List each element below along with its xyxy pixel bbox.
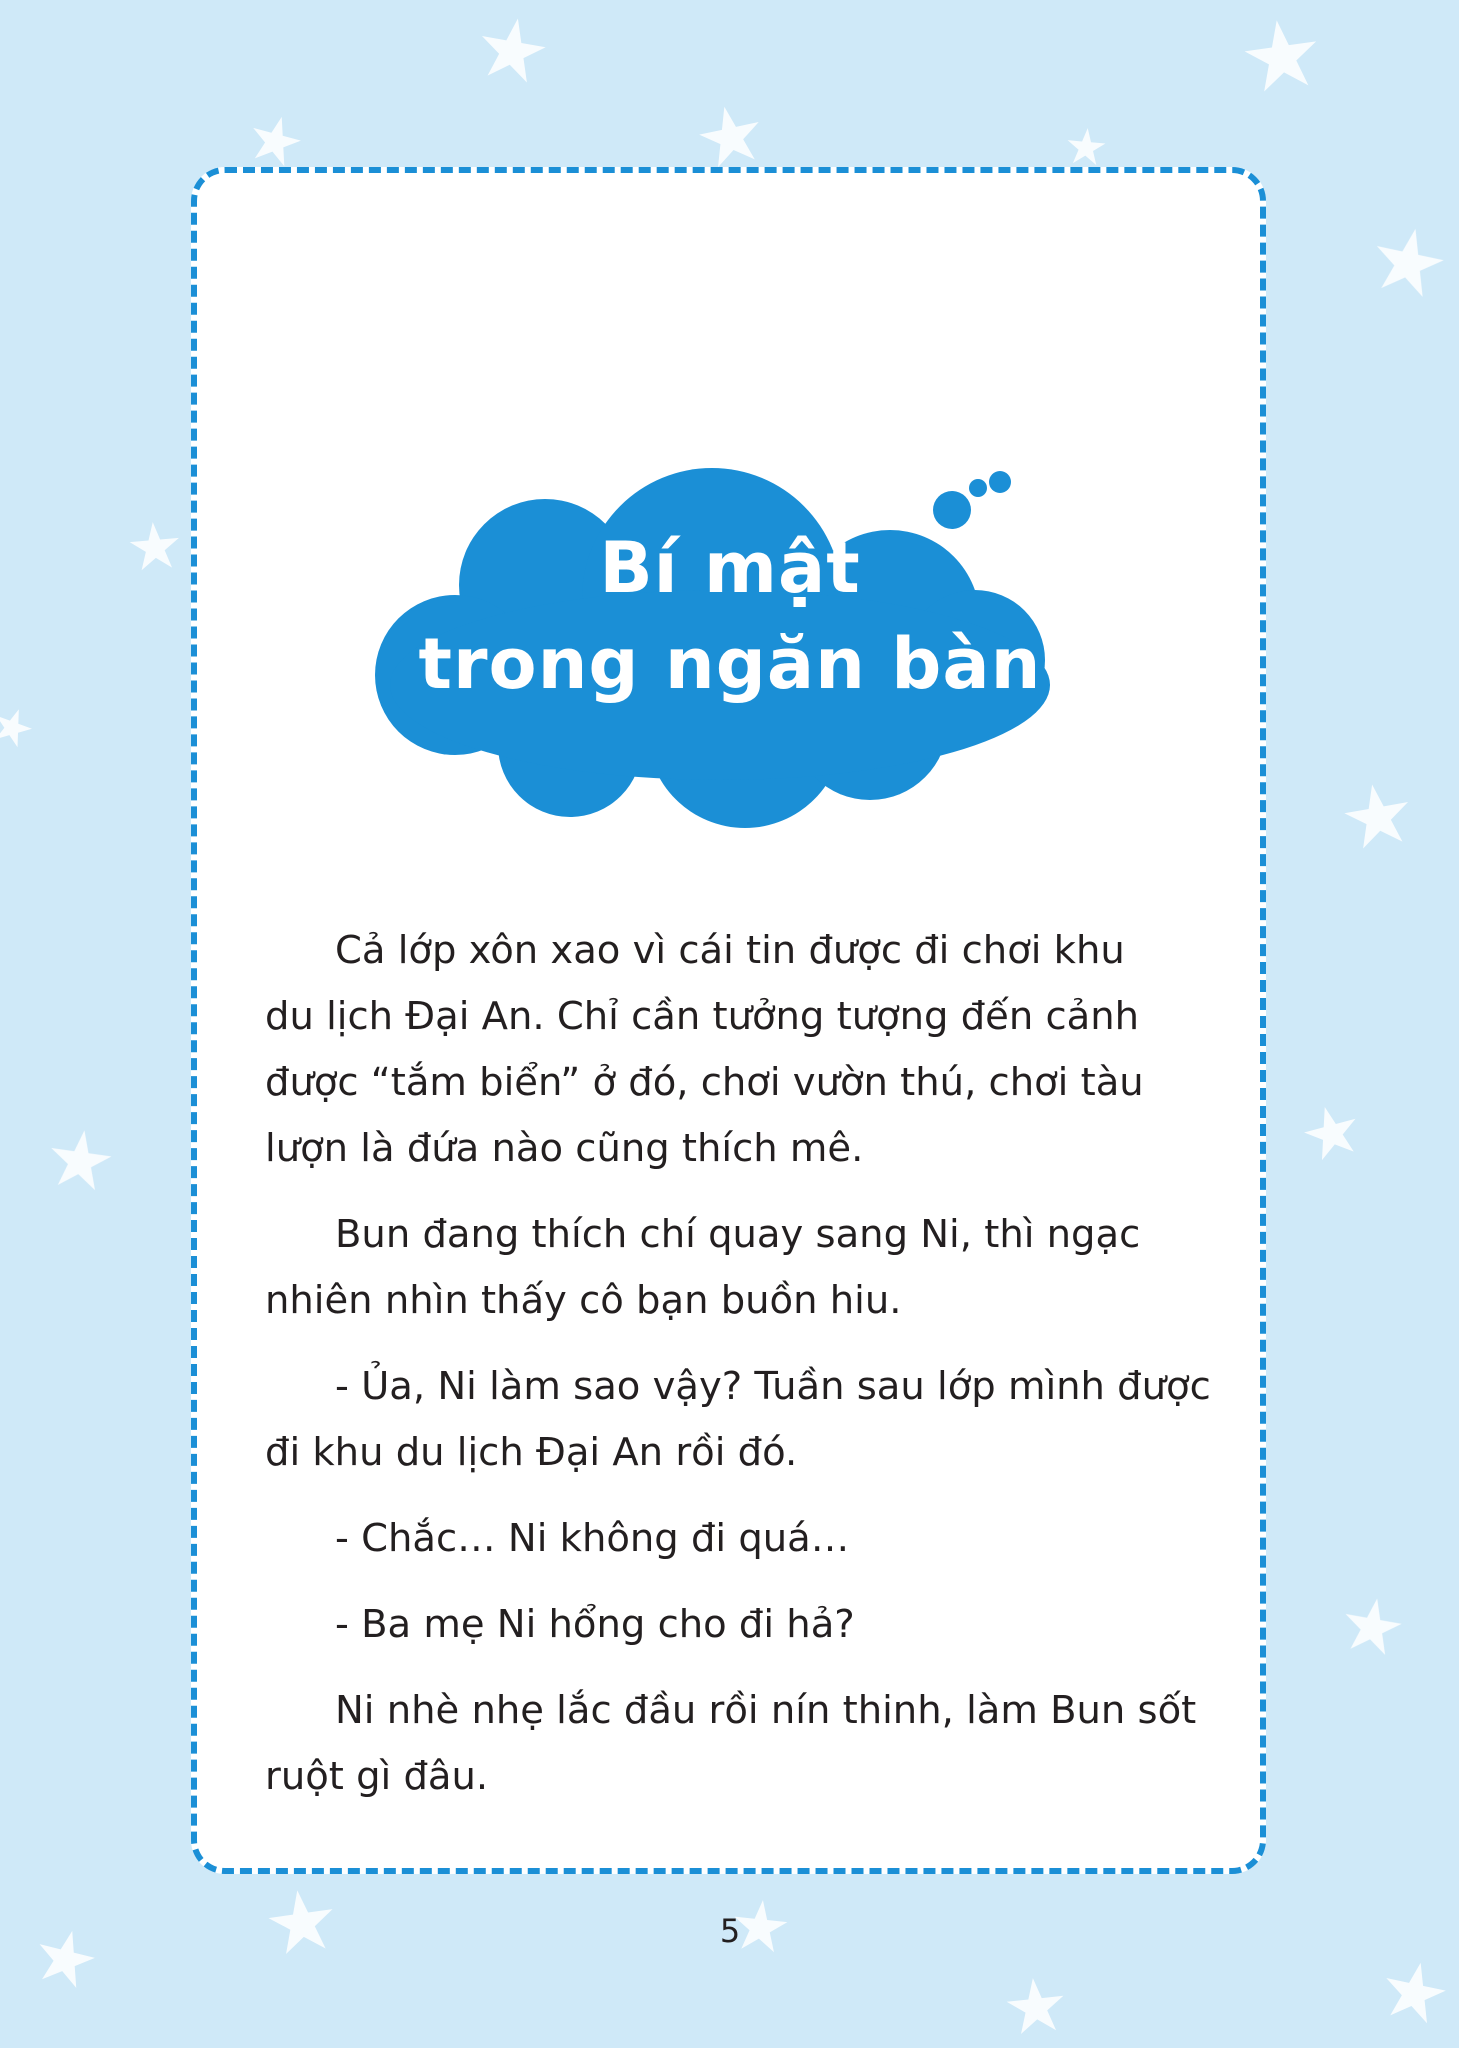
paragraph xyxy=(265,1506,1195,1572)
text-line: ruột gì đâu. xyxy=(265,1754,489,1799)
paragraph xyxy=(265,1354,1211,1486)
story-title xyxy=(365,520,1095,712)
text-line: - Ủa, Ni làm sao vậy? Tuần sau lớp mình được xyxy=(335,1364,1211,1409)
text-line: - Chắc… Ni không đi quá… xyxy=(335,1516,850,1561)
star-icon xyxy=(46,1126,114,1192)
paragraph xyxy=(265,1678,1195,1810)
text-line: đi khu du lịch Đại An rồi đó. xyxy=(265,1430,798,1475)
star-icon xyxy=(1241,15,1322,93)
title-line-2: trong ngăn bàn xyxy=(418,623,1042,705)
star-icon xyxy=(31,1924,99,1990)
star-icon xyxy=(1004,1975,1066,2035)
star-icon xyxy=(1340,1594,1406,1657)
star-icon xyxy=(246,110,306,168)
text-line: Bun đang thích chí quay sang Ni, thì ngạc xyxy=(335,1212,1141,1257)
star-icon xyxy=(1340,779,1414,851)
text-line: nhiên nhìn thấy cô bạn buồn hiu. xyxy=(265,1278,902,1323)
star-icon xyxy=(475,13,549,85)
star-icon xyxy=(128,520,181,571)
star-icon xyxy=(0,703,37,750)
page-number: 5 xyxy=(719,1912,741,1950)
paragraph xyxy=(265,1592,1195,1658)
text-line: du lịch Đại An. Chỉ cần tưởng tượng đến cảnh xyxy=(265,994,1140,1039)
text-line: Ni nhè nhẹ lắc đầu rồi nín thinh, làm Bun sốt xyxy=(335,1688,1197,1733)
star-icon xyxy=(1368,222,1449,300)
text-line: Cả lớp xôn xao vì cái tin được đi chơi khu xyxy=(335,928,1125,973)
paragraph xyxy=(265,918,1195,1182)
story-body xyxy=(265,918,1211,1830)
star-icon xyxy=(265,1886,338,1956)
paragraph xyxy=(265,1202,1195,1334)
text-line: lượn là đứa nào cũng thích mê. xyxy=(265,1126,864,1171)
text-line: được “tắm biển” ở đó, chơi vườn thú, chơi tàu xyxy=(265,1060,1144,1105)
text-line: - Ba mẹ Ni hổng cho đi hả? xyxy=(335,1602,855,1647)
title-line-1: Bí mật xyxy=(599,527,861,609)
star-icon xyxy=(1299,1100,1364,1163)
star-icon xyxy=(1379,1956,1451,2025)
star-icon xyxy=(1066,126,1107,165)
star-icon xyxy=(695,100,767,169)
